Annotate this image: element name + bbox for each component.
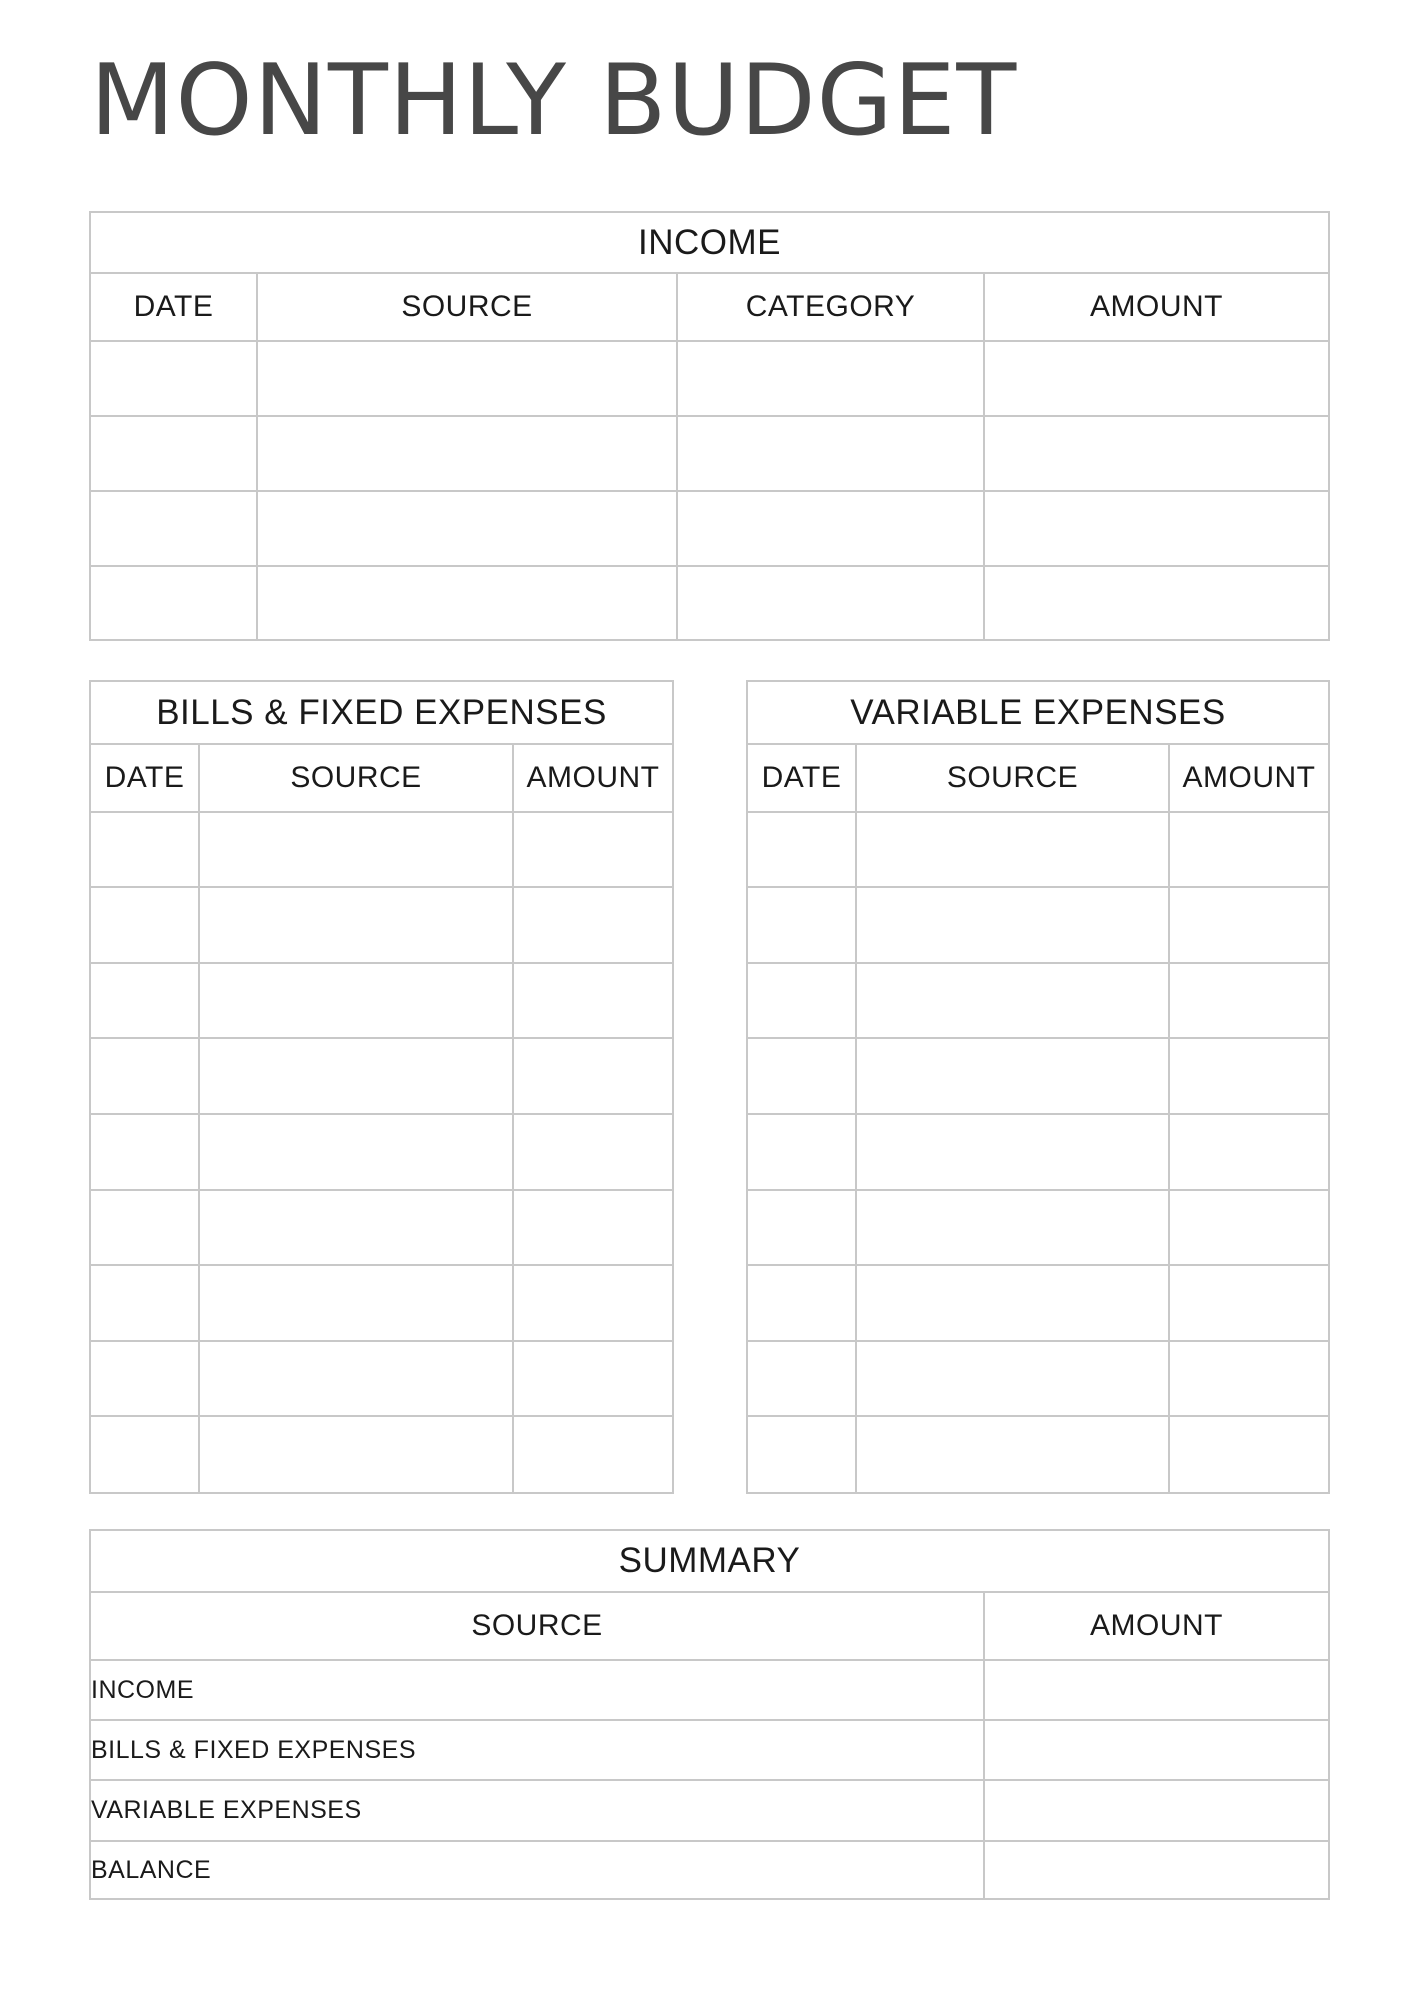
table-cell[interactable] [748,1038,856,1114]
table-cell[interactable] [677,341,984,416]
variable-table [748,745,1328,1492]
table-row [91,416,1328,491]
summary-row-balance [91,1841,1328,1898]
table-cell[interactable] [91,1265,199,1341]
variable-col-amount: AMOUNT [1169,745,1328,812]
summary-row-bills [91,1720,1328,1780]
summary-label-balance: BALANCE [91,1841,984,1898]
table-cell[interactable] [91,812,199,888]
table-cell[interactable] [748,812,856,888]
income-header-row [91,274,1328,341]
table-cell[interactable] [748,887,856,963]
table-cell[interactable] [199,1190,513,1266]
bills-body [91,812,672,1492]
table-cell[interactable] [199,1038,513,1114]
table-cell[interactable] [199,1416,513,1492]
table-cell[interactable] [91,887,199,963]
summary-table [91,1593,1328,1898]
table-row [91,1038,672,1114]
table-cell[interactable] [199,887,513,963]
table-cell[interactable] [199,1341,513,1417]
table-cell[interactable] [91,566,257,641]
table-cell[interactable] [748,1114,856,1190]
table-cell[interactable] [856,887,1169,963]
summary-row-income [91,1660,1328,1720]
table-cell[interactable] [513,812,672,888]
table-cell[interactable] [513,1265,672,1341]
bills-col-amount: AMOUNT [513,745,672,812]
summary-panel [89,1529,1330,1900]
table-row [91,341,1328,416]
summary-label-variable: VARIABLE EXPENSES [91,1780,984,1841]
table-cell[interactable] [91,1038,199,1114]
table-cell[interactable] [1169,963,1328,1039]
summary-label-bills: BILLS & FIXED EXPENSES [91,1720,984,1780]
table-cell[interactable] [856,1114,1169,1190]
table-cell[interactable] [1169,1190,1328,1266]
table-cell[interactable] [1169,887,1328,963]
variable-col-source: SOURCE [856,745,1169,812]
table-cell[interactable] [856,1038,1169,1114]
table-cell[interactable] [513,887,672,963]
table-cell[interactable] [856,1265,1169,1341]
income-table [91,274,1328,641]
table-row [748,963,1328,1039]
table-row [91,1265,672,1341]
variable-title: VARIABLE EXPENSES [748,682,1328,745]
table-cell[interactable] [1169,1416,1328,1492]
variable-body [748,812,1328,1492]
table-row [91,887,672,963]
page-title: MONTHLY BUDGET [90,44,1018,158]
bills-col-date: DATE [91,745,199,812]
table-row [748,1190,1328,1266]
summary-amount-input[interactable] [984,1841,1328,1898]
table-cell[interactable] [91,1114,199,1190]
income-panel [89,211,1330,641]
table-row [91,1341,672,1417]
table-row [91,566,1328,641]
variable-header-row [748,745,1328,812]
table-row [748,1038,1328,1114]
table-cell[interactable] [1169,1265,1328,1341]
table-cell[interactable] [748,963,856,1039]
table-cell[interactable] [856,812,1169,888]
table-cell[interactable] [91,963,199,1039]
table-cell[interactable] [856,1341,1169,1417]
table-cell[interactable] [677,491,984,566]
table-row [748,1341,1328,1417]
bills-header-row [91,745,672,812]
summary-amount-input[interactable] [984,1720,1328,1780]
table-cell[interactable] [984,566,1328,641]
table-row [748,1114,1328,1190]
variable-panel [746,680,1330,1494]
table-cell[interactable] [748,1190,856,1266]
bills-title: BILLS & FIXED EXPENSES [91,682,672,745]
variable-col-date: DATE [748,745,856,812]
table-cell[interactable] [257,341,677,416]
table-cell[interactable] [91,416,257,491]
table-cell[interactable] [1169,812,1328,888]
table-row [91,812,672,888]
table-row [91,1190,672,1266]
table-row [748,1416,1328,1492]
bills-panel [89,680,674,1494]
table-cell[interactable] [91,1190,199,1266]
income-body [91,341,1328,641]
table-cell[interactable] [91,491,257,566]
table-cell[interactable] [199,812,513,888]
bills-table [91,745,672,1492]
summary-col-amount: AMOUNT [984,1593,1328,1660]
table-cell[interactable] [1169,1038,1328,1114]
summary-col-source: SOURCE [91,1593,984,1660]
table-cell[interactable] [677,416,984,491]
table-cell[interactable] [257,566,677,641]
table-cell[interactable] [984,341,1328,416]
table-cell[interactable] [1169,1114,1328,1190]
table-row [748,887,1328,963]
table-cell[interactable] [257,491,677,566]
table-row [748,1265,1328,1341]
table-cell[interactable] [748,1416,856,1492]
income-title: INCOME [91,213,1328,274]
table-cell[interactable] [856,963,1169,1039]
summary-label-income: INCOME [91,1660,984,1720]
table-cell[interactable] [513,1038,672,1114]
table-row [748,812,1328,888]
table-cell[interactable] [513,963,672,1039]
income-col-amount: AMOUNT [984,274,1328,341]
income-col-category: CATEGORY [677,274,984,341]
summary-row-variable [91,1780,1328,1841]
table-row [91,963,672,1039]
income-col-date: DATE [91,274,257,341]
table-cell[interactable] [513,1114,672,1190]
table-cell[interactable] [257,416,677,491]
table-cell[interactable] [513,1341,672,1417]
table-cell[interactable] [1169,1341,1328,1417]
table-cell[interactable] [91,341,257,416]
summary-header-row [91,1593,1328,1660]
income-col-source: SOURCE [257,274,677,341]
table-cell[interactable] [748,1341,856,1417]
table-cell[interactable] [199,1114,513,1190]
table-cell[interactable] [513,1190,672,1266]
table-cell[interactable] [856,1416,1169,1492]
table-cell[interactable] [199,963,513,1039]
table-row [91,1114,672,1190]
table-cell[interactable] [91,1341,199,1417]
table-cell[interactable] [856,1190,1169,1266]
table-cell[interactable] [199,1265,513,1341]
table-cell[interactable] [748,1265,856,1341]
summary-amount-input[interactable] [984,1780,1328,1841]
table-row [91,1416,672,1492]
table-cell[interactable] [984,416,1328,491]
summary-amount-input[interactable] [984,1660,1328,1720]
table-cell[interactable] [513,1416,672,1492]
table-row [91,491,1328,566]
table-cell[interactable] [677,566,984,641]
bills-col-source: SOURCE [199,745,513,812]
table-cell[interactable] [984,491,1328,566]
table-cell[interactable] [91,1416,199,1492]
summary-title: SUMMARY [91,1531,1328,1593]
